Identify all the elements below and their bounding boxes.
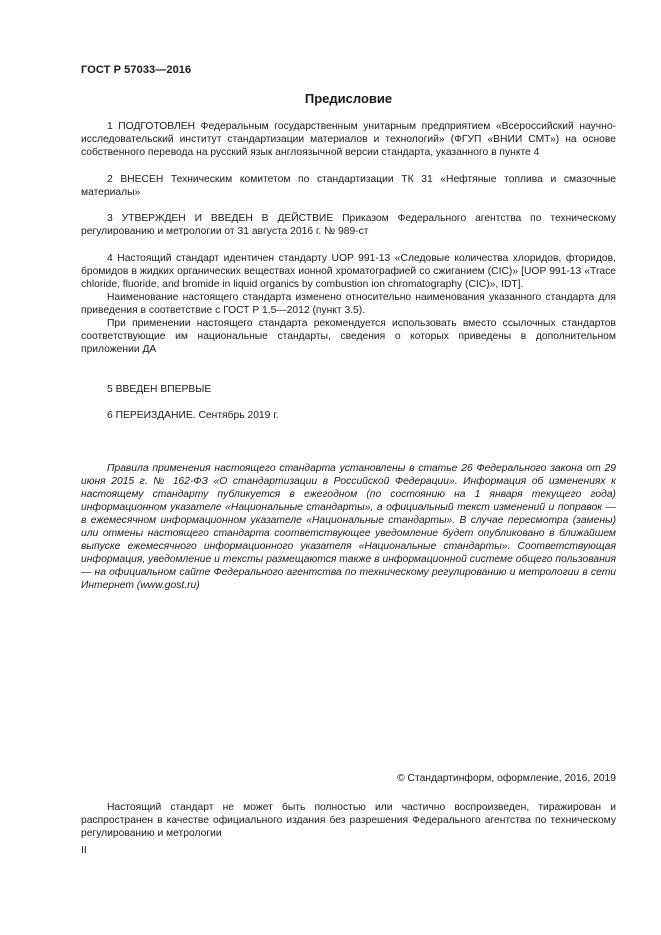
preface-item-4-title-note: Наименование настоящего стандарта изменено относительно наименования указанного стандарта для приведения в соответствие с ГОСТ Р 1.5—2012 (пункт 3.5). xyxy=(81,292,616,316)
preface-item-4-block xyxy=(81,252,616,356)
preface-item-3-block xyxy=(81,212,616,238)
preface-item-4-references-note: При применении настоящего стандарта рекомендуется использовать вместо ссылочных стандартов соответствующие им национальные стандарты, сведения о которых приведены в дополнительном приложении ДА xyxy=(81,318,616,355)
reproduction-notice: Настоящий стандарт не может быть полностью или частично воспроизведен, тиражирован и распространен в качестве официального издания без разрешения Федерального агентства по техническому регулированию и метрологии xyxy=(81,802,616,839)
preface-item-3: 3 УТВЕРЖДЕН И ВВЕДЕН В ДЕЙСТВИЕ Приказом Федерального агентства по техническому регулированию и метрологии от 31 августа 2016 г. № 989-ст xyxy=(81,213,616,237)
page-number: II xyxy=(81,845,87,856)
reproduction-notice-block xyxy=(81,801,616,840)
preface-item-6: 6 ПЕРЕИЗДАНИЕ. Сентябрь 2019 г. xyxy=(107,410,279,421)
copyright-line: © Стандартинформ, оформление, 2016, 2019 xyxy=(397,773,616,784)
preface-title: Предисловие xyxy=(304,91,393,106)
preface-item-5-block xyxy=(81,383,616,396)
preface-item-4: 4 Настоящий стандарт идентичен стандарту UOP 991-13 «Следовые количества хлоридов, фторидов, бромидов в жидких органических веществах ионной хроматографией со сжиганием (CIC)» [UOP 991-13 «Trace chloride, fluoride, and bromide in liquid organics by combustion ion chromatography (CIC)», IDT]. xyxy=(81,253,616,290)
preface-item-1-block xyxy=(81,120,616,159)
rules-notice-block xyxy=(81,462,616,592)
preface-item-5: 5 ВВЕДЕН ВПЕРВЫЕ xyxy=(107,384,212,395)
standard-code: ГОСТ Р 57033—2016 xyxy=(81,64,192,76)
preface-item-2-block xyxy=(81,173,616,199)
rules-notice: Правила применения настоящего стандарта установлены в статье 26 Федерального закона от 29 июня 2015 г. № 162-ФЗ «О стандартизации в Российской Федерации». Информация об изменениях к настоящему стандарту публикуется в ежегодном (по состоянию на 1 января текущего года) информационном указателе «Национальные стандарты», а официальный текст изменений и поправок — в ежемесячном информационном указателе «Национальные стандарты». В случае пересмотра (замены) или отмены настоящего стандарта соответствующее уведомление будет опубликовано в ближайшем выпуске ежемесячного информационного указателя «Национальные стандарты». Соответствующая информация, уведомление и тексты размещаются также в информационной системе общего пользования — на официальном сайте Федерального агентства по техническому регулированию и метрологии в сети Интернет (www.gost.ru) xyxy=(81,463,616,591)
preface-item-1: 1 ПОДГОТОВЛЕН Федеральным государственным унитарным предприятием «Всероссийский научно-исследовательский институт стандартизации материалов и технологий» (ФГУП «ВНИИ СМТ») на основе собственного перевода на русский язык англоязычной версии стандарта, указанного в пункте 4 xyxy=(81,121,616,158)
preface-item-2: 2 ВНЕСЕН Техническим комитетом по стандартизации ТК 31 «Нефтяные топлива и смазочные материалы» xyxy=(81,174,616,198)
preface-item-6-block xyxy=(81,409,616,422)
